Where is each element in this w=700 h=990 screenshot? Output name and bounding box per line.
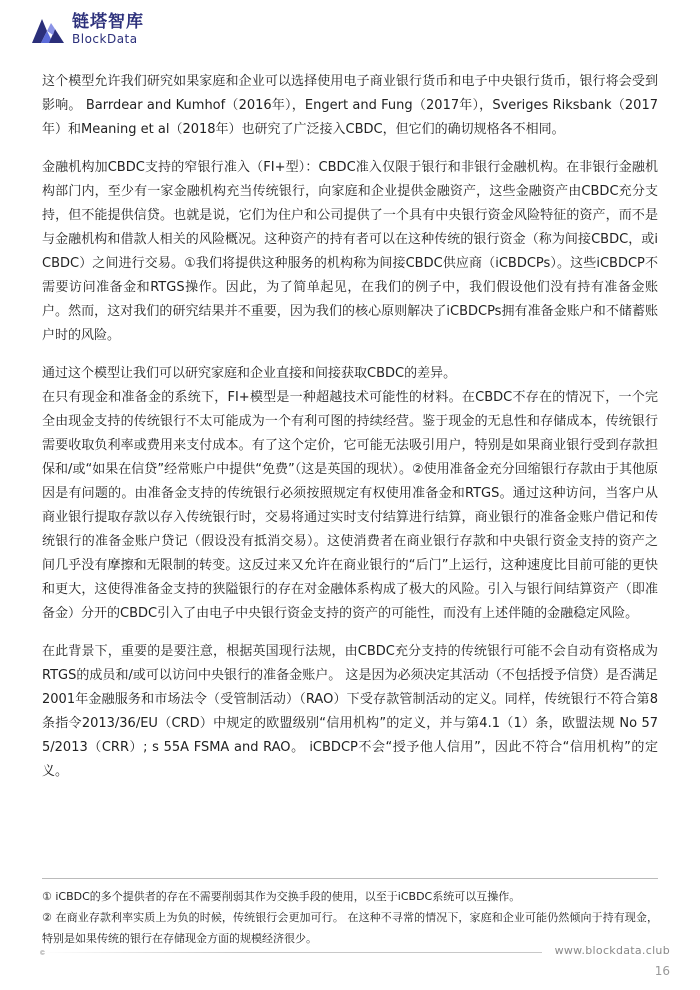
brand-name-en: BlockData — [72, 32, 138, 46]
brand-header — [30, 14, 144, 45]
footnote-divider — [42, 878, 658, 879]
document-body — [42, 70, 658, 784]
brand-name-cn: 链塔智库 — [72, 12, 144, 32]
paragraph-5: 在此背景下，重要的是要注意，根据英国现行法规，由CBDC充分支持的传统银行可能不会自动有资格成为RTGS的成员和/或可以访问中央银行的准备金账户。 这是因为必须决定其活动（不包括授予信贷）是否满足2001年金融服务和市场法令（受管制活动）（RAO）下受存款管制活动的定义。同样，传统银行不符合第8条指令2013/36/EU（CRD）中规定的欧盟级别“信用机构”的定义，并与第4.1（1）条，欧盟法规 No 575/2013（CRR）; s 55A FSMA and RAO。 iCBDCP不会“授予他人信用”，因此不符合“信用机构”的定义。 — [42, 644, 658, 779]
footnote-1: ① iCBDC的多个提供者的存在不需要削弱其作为交换手段的使用，以至于iCBDC系统可以互操作。 — [42, 890, 521, 903]
page-number: 16 — [654, 964, 670, 978]
blockdata-logo-icon — [30, 15, 66, 45]
paragraph-2: 金融机构加CBDC支持的窄银行准入（FI+型）：CBDC准入仅限于银行和非银行金融机构。在非银行金融机构部门内，至少有一家金融机构充当传统银行，向家庭和企业提供金融资产，这些金融资产由CBDC充分支持，但不能提供信贷。也就是说，它们为住户和公司提供了一个具有中央银行资金风险特征的资产，而不是与金融机构和借款人相关的风险概况。这种资产的持有者可以在这种传统的银行资金（称为间接CBDC，或iCBDC）之间进行交易。①我们将提供这种服务的机构称为间接CBDC供应商（iCBDCPs）。这些iCBDCP不需要访问准备金和RTGS操作。因此，为了简单起见，在我们的例子中，我们假设他们没有持有准备金账户。然而，这对我们的研究结果并不重要，因为我们的核心原则解决了iCBDCPs拥有准备金账户和不储蓄账户时的风险。 — [42, 160, 658, 343]
paragraph-4: 在只有现金和准备金的系统下，FI+模型是一种超越技术可能性的材料。在CBDC不存在的情况下，一个完全由现金支持的传统银行不太可能成为一个有利可图的持续经营。鉴于现金的无息性和存储成本，传统银行需要收取负利率或费用来支付成本。有了这个定价，它可能无法吸引用户，特别是如果商业银行受到存款担保和/或“如果在信贷”经常账户中提供“免费”（这是英国的现状）。②使用准备金充分回缩银行存款由于其他原因是有问题的。由准备金支持的传统银行必须按照规定有权使用准备金和RTGS。通过这种访问，当客户从商业银行提取存款以存入传统银行时，交易将通过实时支付结算进行结算，商业银行的准备金账户借记和传统银行的准备金账户贷记（假设没有抵消交易）。这使消费者在商业银行存款和中央银行资金支持的资产之间几乎没有摩擦和无限制的转变。这反过来又允许在商业银行的“后门”上运行，这种速度比目前可能的更快和更大，这使得准备金支持的狭隘银行的存在对金融体系构成了极大的风险。引入与银行间结算资产（即准备金）分开的CBDC引入了由电子中央银行资金支持的资产的可能性，而没有上述伴随的金融稳定风险。 — [42, 390, 658, 621]
brand-text — [72, 14, 144, 45]
footnotes — [42, 886, 658, 949]
footer-divider — [42, 952, 542, 953]
paragraph-1: 这个模型允许我们研究如果家庭和企业可以选择使用电子商业银行货币和电子中央银行货币，银行将会受到影响。 Barrdear and Kumhof（2016年），Engert and Fung（2017年），Sveriges Riksbank（2017年）和Meaning et al（2018年）也研究了广泛接入CBDC，但它们的确切规格各不相同。 — [42, 74, 658, 137]
footnote-2: ② 在商业存款利率实质上为负的时候，传统银行会更加可行。 在这种不寻常的情况下，家庭和企业可能仍然倾向于持有现金，特别是如果传统的银行在存储现金方面的规模经济很少。 — [42, 911, 658, 945]
footer-url[interactable]: www.blockdata.club — [554, 944, 670, 957]
paragraph-3: 通过这个模型让我们可以研究家庭和企业直接和间接获取CBDC的差异。 — [42, 366, 457, 381]
